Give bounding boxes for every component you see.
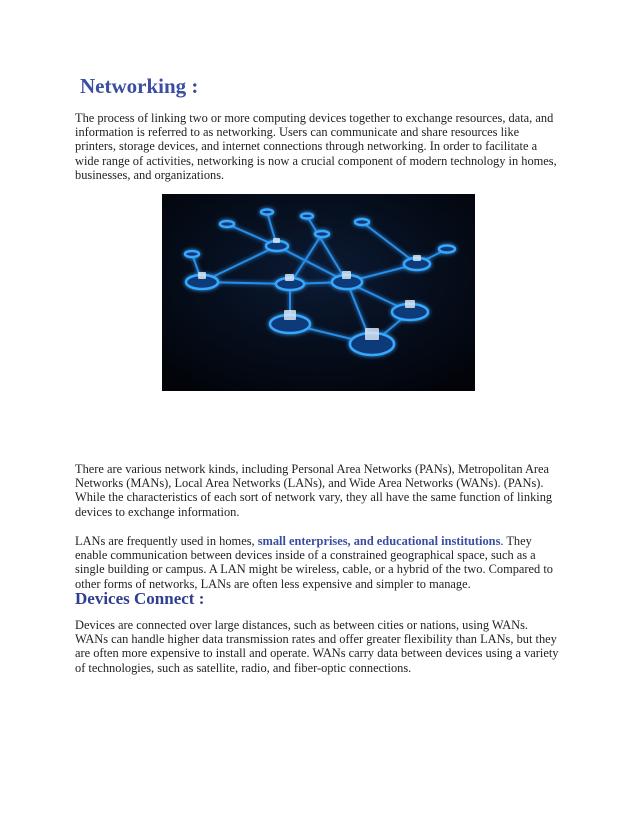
lan-highlight-link[interactable]: small enterprises, and educational institutions <box>257 534 501 548</box>
network-glow-icon <box>162 194 475 391</box>
networking-paragraph: The process of linking two or more computing devices together to exchange resources, data, and information is referred to as networking. Users can communicate and share resources like printers, storage devices, and internet connections through networking. In order to facilitate a wide range of activities, networking is now a crucial component of modern technology in homes, businesses, and organizations. <box>75 111 557 182</box>
wan-paragraph: Devices are connected over large distances, such as between cities or nations, using WANs. WANs can handle higher data transmission rates and offer greater flexibility than LANs, but they are often more expensive to install and operate. WANs carry data between devices using a variety of technologies, such as satellite, radio, and fiber-optic connections. <box>75 618 559 675</box>
lan-text-after: . They enable communication between devices inside of a constrained geographical space, such as a single building or campus. A LAN might be wireless, cable, or a hybrid of the two. Compared to other forms of networks, LANs are often less expensive and simpler to manage. <box>75 534 553 591</box>
devices-connect-heading: Devices Connect : <box>75 589 205 608</box>
lan-paragraph <box>75 534 563 591</box>
network-diagram-illustration <box>162 194 475 391</box>
network-types-paragraph: There are various network kinds, including Personal Area Networks (PANs), Metropolitan Area Networks (MANs), Local Area Networks (LANs), and Wide Area Networks (WANs). (PANs). While the characteristics of each sort of network vary, they all have the same function of linking devices to exchange information. <box>75 462 553 519</box>
lan-text-before: LANs are frequently used in homes, <box>75 534 258 548</box>
networking-heading: Networking : <box>80 74 199 98</box>
